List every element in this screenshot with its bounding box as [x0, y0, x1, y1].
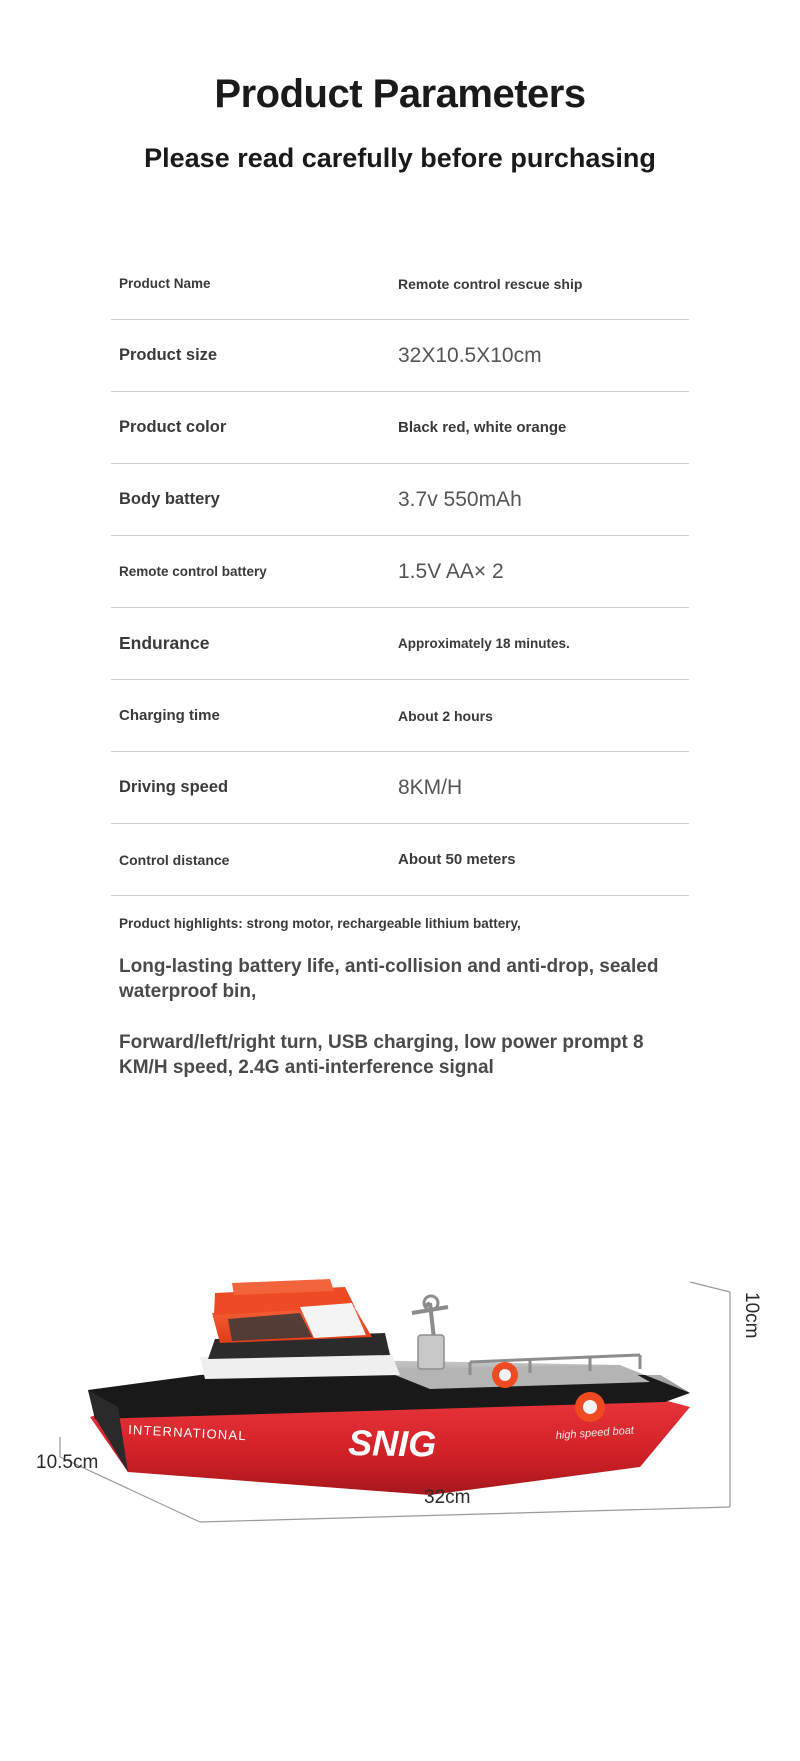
- spec-value: 8KM/H: [398, 775, 463, 799]
- table-row: [111, 680, 689, 752]
- specifications-table: [111, 248, 689, 896]
- page-title: Product Parameters: [214, 72, 586, 116]
- spec-value: 1.5V AA× 2: [398, 559, 504, 583]
- boat-illustration: [0, 1107, 800, 1527]
- highlight-line-2: Long-lasting battery life, anti-collision and anti-drop, sealed waterproof bin,: [119, 956, 659, 1003]
- table-row: [111, 752, 689, 824]
- hull-text-center: SNIG: [347, 1421, 437, 1465]
- table-row: [111, 536, 689, 608]
- hull-text-left: INTERNATIONAL: [127, 1421, 248, 1443]
- dimension-depth-label: 10.5cm: [36, 1451, 99, 1473]
- spec-label: Body battery: [119, 490, 220, 508]
- page-subtitle: Please read carefully before purchasing: [144, 143, 656, 173]
- spec-label: Charging time: [119, 707, 220, 724]
- highlight-line-3: Forward/left/right turn, USB charging, low power prompt 8 KM/H speed, 2.4G anti-interference signal: [119, 1032, 644, 1079]
- boat-crane-box: [418, 1335, 444, 1369]
- spec-label: Product size: [119, 346, 218, 364]
- spec-value: About 50 meters: [398, 851, 516, 868]
- product-photo: [0, 1107, 800, 1527]
- table-row: [111, 248, 689, 320]
- dimension-height-label: 10cm: [741, 1291, 762, 1339]
- life-ring-icon: [575, 1392, 605, 1422]
- spec-label: Product color: [119, 418, 227, 436]
- highlight-line-1: Product highlights: strong motor, rechargeable lithium battery,: [119, 916, 521, 931]
- spec-label: Product Name: [119, 276, 211, 291]
- life-ring-icon: [492, 1362, 518, 1388]
- spec-value: About 2 hours: [398, 707, 493, 724]
- table-row: [111, 392, 689, 464]
- table-row: [111, 320, 689, 392]
- spec-value: Approximately 18 minutes.: [398, 636, 570, 651]
- dimension-width-label: 32cm: [424, 1486, 471, 1508]
- spec-label: Driving speed: [119, 778, 229, 796]
- spec-value: Remote control rescue ship: [398, 275, 583, 292]
- spec-value: 3.7v 550mAh: [398, 487, 522, 511]
- spec-value: 32X10.5X10cm: [398, 343, 542, 367]
- table-row: [111, 824, 689, 896]
- hull-text-right: high speed boat: [555, 1424, 635, 1442]
- table-row: [111, 608, 689, 680]
- table-row: [111, 464, 689, 536]
- spec-value: Black red, white orange: [398, 419, 567, 436]
- spec-label: Remote control battery: [119, 564, 267, 579]
- spec-label: Endurance: [119, 633, 210, 653]
- spec-label: Control distance: [119, 851, 230, 868]
- product-highlights: [111, 896, 689, 1081]
